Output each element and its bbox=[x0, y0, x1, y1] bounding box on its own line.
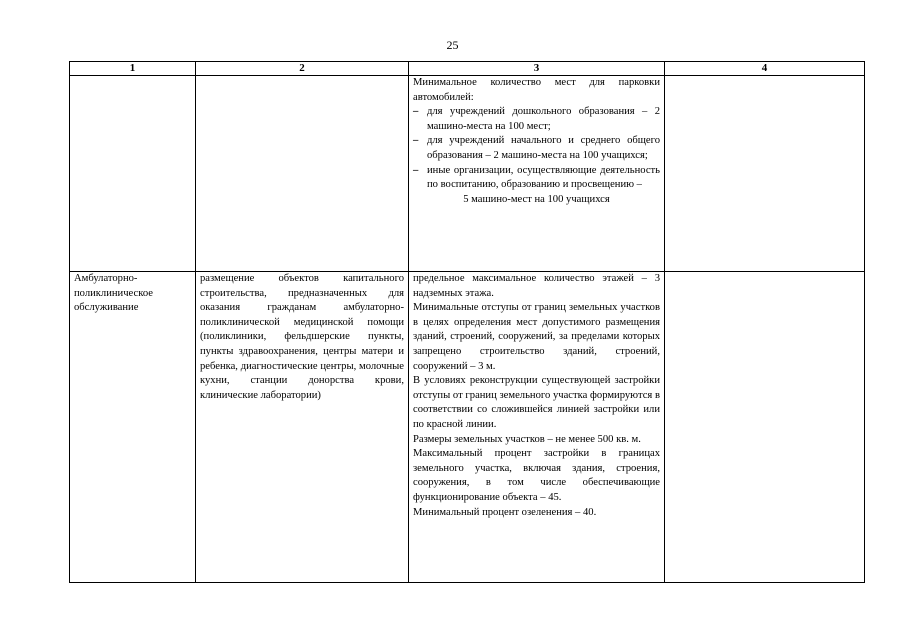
dash-marker: – bbox=[413, 164, 419, 176]
paragraph: Минимальные отступы от границ земельных участков в целях определения мест допустимого размещения зданий, строений, сооружений, за пределами которых запрещено строительство зданий, строений, сооружений – 3 м. bbox=[413, 302, 660, 372]
paragraph: Максимальный процент застройки в границах земельного участка, включая здания, строения, сооружения, в том числе обеспечивающие функционирование объекта – 45. bbox=[413, 448, 660, 503]
row1-col4-cell bbox=[665, 76, 865, 272]
list-item-text: иные организации, осуществляющие деятельность по воспитанию, образованию и просвещению – bbox=[427, 164, 660, 191]
parking-requirements-list bbox=[413, 105, 660, 193]
row2-col2-cell: размещение объектов капитального строительства, предназначенных для оказания гражданам амбулаторно-поликлинической медицинской помощи (поликлиники, фельдшерские пункты, пункты здравоохранения, центры матери и ребенка, диагностические центры, молочные кухни, станции донорства крови, клинические лаборатории) bbox=[196, 272, 409, 583]
paragraph: В условиях реконструкции существующей застройки отступы от границ земельного участка формируются в соответствии со сложившейся линией застройки или по красной линии. bbox=[413, 375, 660, 430]
column-header-3: 3 bbox=[409, 62, 665, 76]
page-number: 25 bbox=[446, 38, 459, 52]
paragraph: Размеры земельных участков – не менее 500 кв. м. bbox=[413, 433, 641, 445]
list-item bbox=[413, 164, 660, 193]
row1-col1-cell bbox=[70, 76, 196, 272]
list-item bbox=[413, 134, 660, 163]
table-row bbox=[70, 272, 865, 583]
list-item bbox=[413, 105, 660, 134]
list-item-text: для учреждений дошкольного образования – 2 машино-места на 100 мест; bbox=[427, 106, 660, 132]
paragraph: предельное максимальное количество этажей – 3 надземных этажа. bbox=[413, 273, 660, 299]
column-header-2: 2 bbox=[196, 62, 409, 76]
regulations-table bbox=[69, 61, 865, 583]
row1-col2-cell bbox=[196, 76, 409, 272]
row2-col3-cell bbox=[409, 272, 665, 583]
dash-marker: – bbox=[413, 106, 419, 118]
table-row bbox=[70, 76, 865, 272]
paragraph: Минимальный процент озеленения – 40. bbox=[413, 506, 597, 518]
column-header-4: 4 bbox=[665, 62, 865, 76]
table-header-row bbox=[70, 62, 865, 76]
list-item-text: для учреждений начального и среднего общего образования – 2 машино-места на 100 учащихся; bbox=[427, 135, 660, 161]
row2-col4-cell bbox=[665, 272, 865, 583]
row1-col3-cell bbox=[409, 76, 665, 272]
parking-intro: Минимальное количество мест для парковки автомобилей: bbox=[413, 77, 660, 103]
column-header-1: 1 bbox=[70, 62, 196, 76]
row2-col1-cell: Амбулаторно-поликлиническое обслуживание bbox=[70, 272, 196, 583]
dash-marker: – bbox=[413, 135, 419, 147]
parking-tail: 5 машино-мест на 100 учащихся bbox=[463, 193, 610, 205]
